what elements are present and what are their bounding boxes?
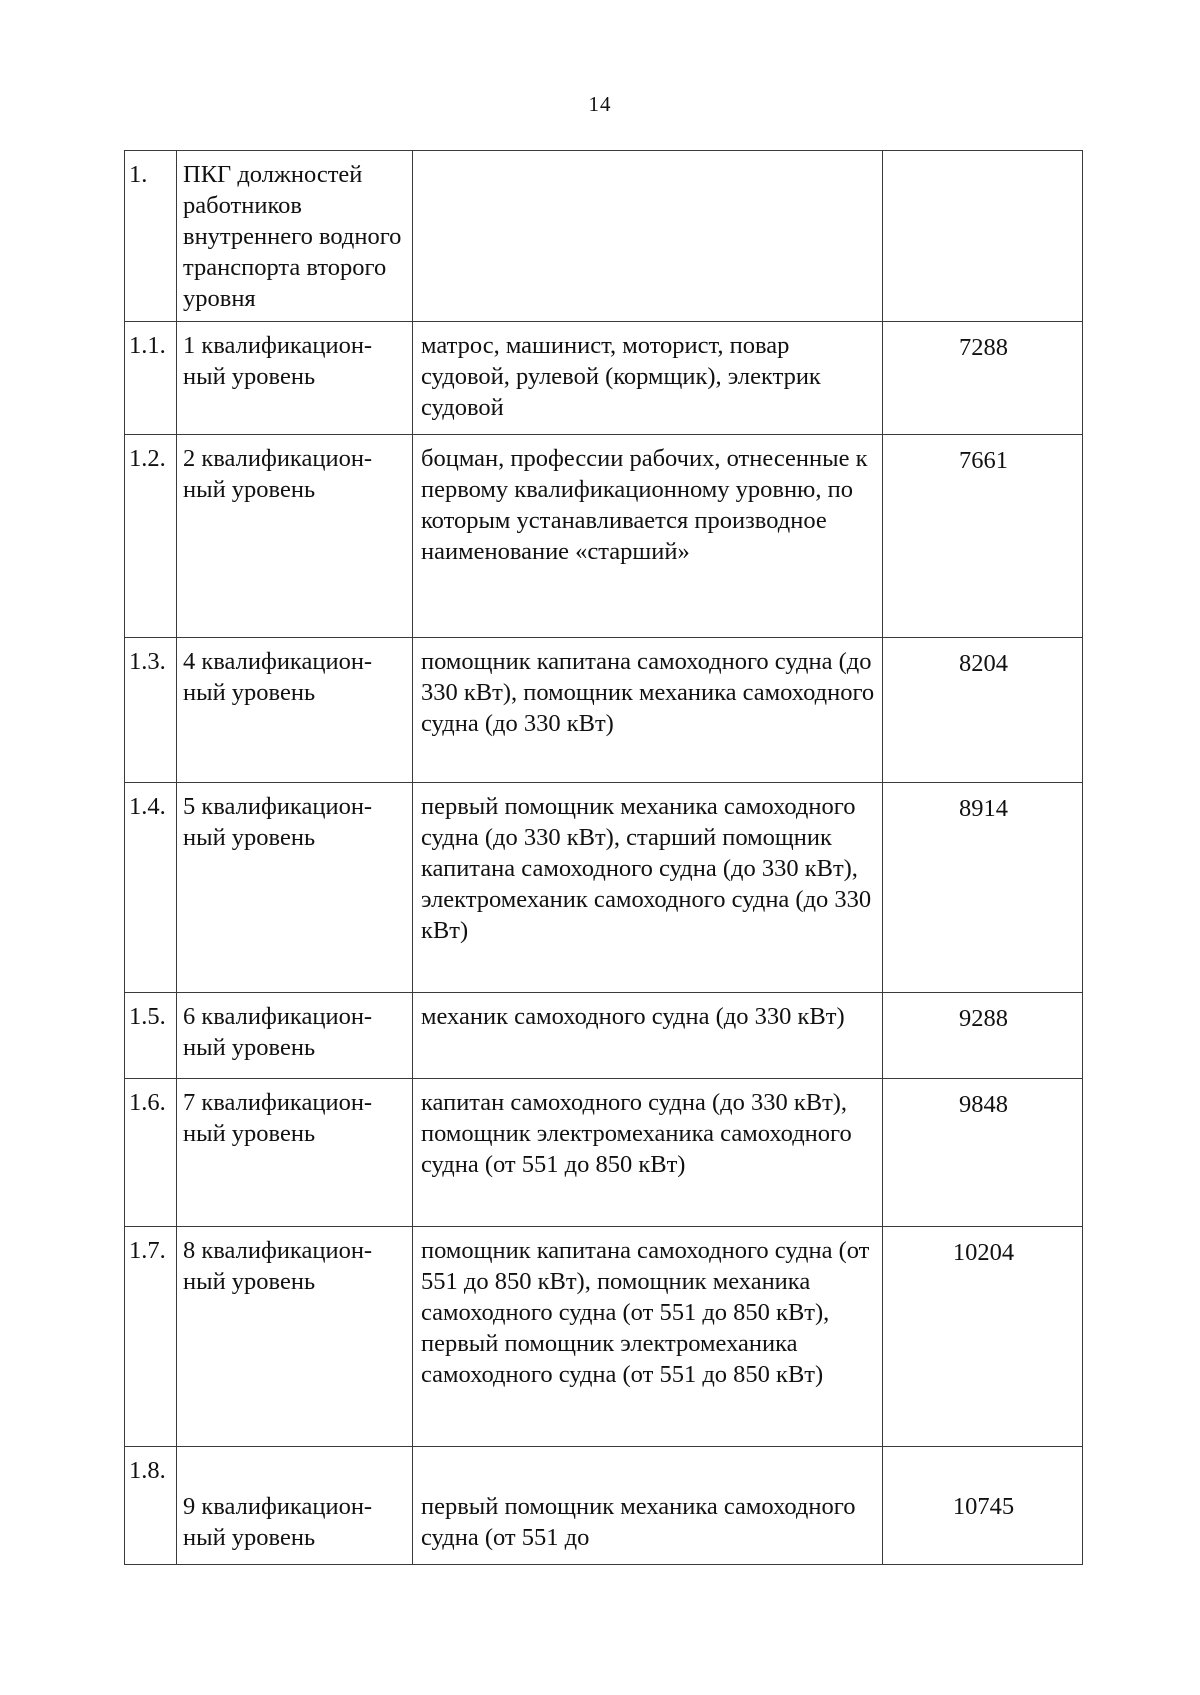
qualification-salary-table [124,150,1083,1565]
row-number: 1.7. [125,1227,177,1447]
salary-value: 8914 [883,783,1083,993]
job-titles: первый помощник механика самоходного судна (до 330 кВт), старший помощник капитана самоходного судна (до 330 кВт), электромеханик самоходного судна (до 330 кВт) [413,783,883,993]
salary-value [883,151,1083,322]
row-number: 1. [125,151,177,322]
job-titles: боцман, профессии рабочих, отнесенные к первому квалификационному уровню, по которым устанавливается производное наименование «старший» [413,435,883,638]
qualification-level: 5 квалификацион-ный уровень [177,783,413,993]
qualification-level: 4 квалификацион-ный уровень [177,638,413,783]
salary-value: 9288 [883,993,1083,1079]
salary-value: 8204 [883,638,1083,783]
salary-value: 7288 [883,322,1083,435]
salary-value: 10745 [883,1447,1083,1565]
table-row [125,783,1083,993]
job-titles: помощник капитана самоходного судна (до 330 кВт), помощник механика самоходного судна (до 330 кВт) [413,638,883,783]
salary-value: 9848 [883,1079,1083,1227]
page-number: 14 [588,92,612,116]
job-titles: механик самоходного судна (до 330 кВт) [413,993,883,1079]
table-row [125,151,1083,322]
table-row [125,638,1083,783]
job-titles: помощник капитана самоходного судна (от 551 до 850 кВт), помощник механика самоходного судна (от 551 до 850 кВт), первый помощник электромеханика самоходного судна (от 551 до 850 кВт) [413,1227,883,1447]
salary-value: 10204 [883,1227,1083,1447]
qualification-level: 9 квалификацион-ный уровень [177,1447,413,1565]
row-number: 1.6. [125,1079,177,1227]
row-number: 1.8. [125,1447,177,1565]
qualification-level: ПКГ должностей работников внутреннего водного транспорта второго уровня [177,151,413,322]
qualification-level: 1 квалификацион-ный уровень [177,322,413,435]
row-number: 1.3. [125,638,177,783]
table-row [125,993,1083,1079]
table-row [125,435,1083,638]
job-titles: капитан самоходного судна (до 330 кВт), помощник электромеханика самоходного судна (от 551 до 850 кВт) [413,1079,883,1227]
job-titles: матрос, машинист, моторист, повар судовой, рулевой (кормщик), электрик судовой [413,322,883,435]
job-titles: первый помощник механика самоходного судна (от 551 до [413,1447,883,1565]
row-number: 1.5. [125,993,177,1079]
qualification-level: 2 квалификацион-ный уровень [177,435,413,638]
qualification-level: 6 квалификацион-ный уровень [177,993,413,1079]
row-number: 1.1. [125,322,177,435]
salary-value: 7661 [883,435,1083,638]
row-number: 1.4. [125,783,177,993]
table-row [125,1227,1083,1447]
table-row [125,1079,1083,1227]
qualification-level: 7 квалификацион-ный уровень [177,1079,413,1227]
table-row [125,1447,1083,1565]
row-number: 1.2. [125,435,177,638]
job-titles [413,151,883,322]
qualification-level: 8 квалификацион-ный уровень [177,1227,413,1447]
table-row [125,322,1083,435]
